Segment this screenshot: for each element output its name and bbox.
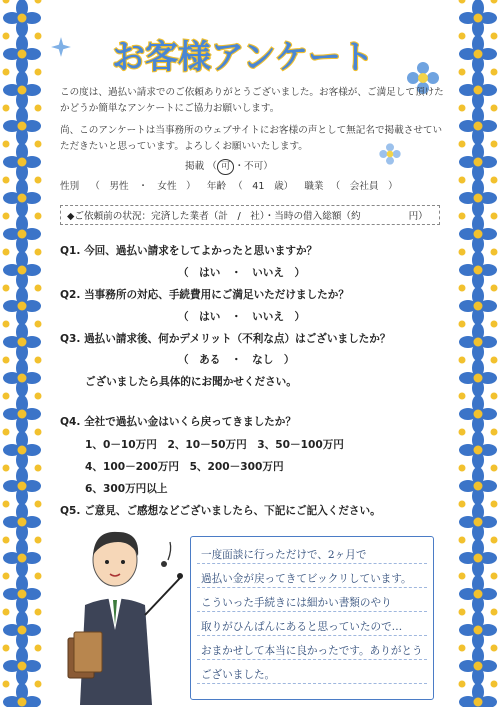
border-dot: [459, 393, 466, 400]
comment-line-rule: [197, 659, 427, 660]
comment-line-rule: [197, 563, 427, 564]
border-dot: [3, 285, 10, 292]
border-dot: [18, 194, 27, 203]
border-dot: [474, 374, 483, 383]
comment-line-2: 過払い金が戻ってきてビックリしています。: [201, 573, 412, 585]
right-decorative-border: [458, 0, 498, 707]
publish-label: 掲載: [185, 161, 205, 172]
border-dot: [35, 645, 42, 652]
border-dot: [3, 393, 10, 400]
border-dot: [3, 69, 10, 76]
comment-line-5: おまかせして本当に良かったです。ありがとう: [201, 645, 423, 657]
border-dot: [459, 573, 466, 580]
left-decorative-border: [2, 0, 42, 707]
publish-open: （: [207, 161, 217, 172]
comment-line-1: 一度面談に行っただけで、2ヶ月で: [201, 549, 367, 561]
border-dot: [474, 662, 483, 671]
border-dot: [474, 518, 483, 527]
publish-sep: ・: [234, 161, 245, 172]
status-box: [60, 205, 440, 225]
profile-row: [60, 178, 398, 195]
border-dot: [474, 86, 483, 95]
border-dot: [474, 266, 483, 275]
border-dot: [459, 0, 466, 4]
border-dot: [18, 158, 27, 167]
q1-answer[interactable]: （ はい ・ いいえ ）: [178, 267, 306, 279]
border-dot: [491, 393, 498, 400]
publish-row: [185, 158, 273, 175]
border-dot: [18, 518, 27, 527]
comment-line-rule: [197, 683, 427, 684]
border-dot: [459, 645, 466, 652]
border-dot: [474, 590, 483, 599]
border-dot: [474, 230, 483, 239]
border-dot: [491, 321, 498, 328]
border-dot: [3, 249, 10, 256]
border-dot: [18, 14, 27, 23]
job-field[interactable]: （ 会社員 ）: [330, 181, 398, 192]
q2-answer[interactable]: （ はい ・ いいえ ）: [178, 311, 306, 323]
border-dot: [459, 465, 466, 472]
q4-options-row2[interactable]: 4、100－200万円 5、200－300万円: [85, 461, 284, 473]
comment-line-rule: [197, 635, 427, 636]
comment-line-rule: [197, 587, 427, 588]
border-dot: [3, 141, 10, 148]
border-dot: [3, 429, 10, 436]
border-dot: [474, 626, 483, 635]
border-dot: [18, 590, 27, 599]
border-dot: [491, 249, 498, 256]
comment-line-rule: [197, 611, 427, 612]
gender-label: 性別: [60, 181, 80, 192]
border-dot: [459, 321, 466, 328]
border-dot: [18, 698, 27, 707]
border-dot: [491, 105, 498, 112]
border-dot: [35, 33, 42, 40]
border-dot: [18, 662, 27, 671]
comment-box[interactable]: [190, 536, 434, 700]
status-text[interactable]: ◆ご依頼前の状況：完済した業者（計 / 社）・当時の借入総額（約 円）: [67, 211, 428, 222]
gender-field[interactable]: （ 男性 ・ 女性 ）: [90, 181, 196, 192]
border-dot: [491, 69, 498, 76]
border-dot: [3, 645, 10, 652]
q5-question: Q5. ご意見、ご感想などございましたら、下記にご記入ください。: [60, 505, 381, 517]
border-dot: [459, 249, 466, 256]
q4-options-row1[interactable]: 1、0－10万円 2、10－50万円 3、50－100万円: [85, 439, 344, 451]
border-dot: [474, 302, 483, 311]
border-dot: [474, 554, 483, 563]
star-icon: [50, 36, 72, 58]
job-label: 職業: [304, 181, 324, 192]
border-dot: [35, 141, 42, 148]
border-dot: [491, 33, 498, 40]
border-dot: [491, 465, 498, 472]
border-dot: [459, 105, 466, 112]
flower-icon: [378, 142, 402, 166]
border-dot: [35, 537, 42, 544]
border-dot: [35, 321, 42, 328]
border-dot: [35, 357, 42, 364]
border-dot: [491, 681, 498, 688]
border-dot: [491, 177, 498, 184]
comment-line-3: こういった手続きには細かい書類のやり: [201, 597, 392, 609]
border-dot: [18, 410, 27, 419]
age-field[interactable]: （ 41 歳）: [233, 181, 294, 192]
border-dot: [18, 626, 27, 635]
border-dot: [3, 465, 10, 472]
border-dot: [459, 33, 466, 40]
comment-line-4: 取りがひんぱんにあると思っていたので…: [201, 621, 403, 633]
q1-question: Q1. 今回、過払い請求をしてよかったと思いますか？: [60, 245, 318, 257]
border-dot: [491, 501, 498, 508]
age-label: 年齢: [206, 181, 227, 192]
border-dot: [18, 302, 27, 311]
border-dot: [18, 482, 27, 491]
border-dot: [35, 681, 42, 688]
border-dot: [491, 285, 498, 292]
border-dot: [3, 177, 10, 184]
border-dot: [474, 50, 483, 59]
border-dot: [35, 105, 42, 112]
border-dot: [474, 410, 483, 419]
intro-line-2: かどうか簡単なアンケートにご協力お願いします。: [60, 103, 280, 114]
border-dot: [3, 501, 10, 508]
border-dot: [474, 158, 483, 167]
border-dot: [491, 573, 498, 580]
border-dot: [3, 321, 10, 328]
border-dot: [18, 266, 27, 275]
border-dot: [18, 86, 27, 95]
border-dot: [459, 537, 466, 544]
q4-question: Q4. 全社で過払い金はいくら戻ってきましたか？: [60, 416, 296, 428]
border-dot: [18, 122, 27, 131]
border-dot: [3, 357, 10, 364]
border-dot: [474, 122, 483, 131]
border-dot: [491, 645, 498, 652]
border-dot: [491, 609, 498, 616]
intro-line-1: この度は、過払い請求でのご依頼ありがとうございました。お客様が、ご満足して頂けた: [60, 87, 444, 98]
border-dot: [474, 14, 483, 23]
border-dot: [459, 141, 466, 148]
border-dot: [474, 194, 483, 203]
border-dot: [35, 69, 42, 76]
border-dot: [459, 357, 466, 364]
border-dot: [35, 0, 42, 4]
border-dot: [18, 338, 27, 347]
border-dot: [3, 33, 10, 40]
border-dot: [459, 501, 466, 508]
border-dot: [18, 50, 27, 59]
border-dot: [18, 554, 27, 563]
border-dot: [491, 357, 498, 364]
border-dot: [35, 465, 42, 472]
border-dot: [491, 537, 498, 544]
border-dot: [35, 501, 42, 508]
border-dot: [35, 177, 42, 184]
publish-choice-ok[interactable]: 可: [217, 159, 235, 175]
publish-close: ）: [263, 161, 273, 172]
comment-line-6: ございました。: [201, 669, 276, 681]
border-dot: [491, 429, 498, 436]
intro-line-3: 尚、このアンケートは当事務所のウェブサイトにお客様の声として無記名で掲載させてい: [60, 125, 443, 136]
border-dot: [18, 374, 27, 383]
border-dot: [3, 681, 10, 688]
border-dot: [35, 249, 42, 256]
border-dot: [3, 213, 10, 220]
border-dot: [474, 482, 483, 491]
businessman-illustration: [60, 520, 185, 705]
border-dot: [18, 230, 27, 239]
border-dot: [3, 573, 10, 580]
page-title-text: お客様アンケート: [111, 37, 375, 76]
intro-line-4: ただきたいと思っています。よろしくお願いいたします。: [60, 141, 308, 152]
border-dot: [18, 446, 27, 455]
page-title: [78, 30, 408, 82]
border-dot: [35, 609, 42, 616]
publish-choice-ng[interactable]: 不可: [244, 161, 264, 172]
border-dot: [459, 285, 466, 292]
border-dot: [474, 338, 483, 347]
border-dot: [35, 429, 42, 436]
border-dot: [35, 393, 42, 400]
border-dot: [491, 141, 498, 148]
border-dot: [3, 609, 10, 616]
border-dot: [35, 285, 42, 292]
q3-question: Q3. 過払い請求後、何かデメリット（不利な点）はございましたか？: [60, 333, 391, 345]
q3-answer[interactable]: （ ある ・ なし ）: [178, 354, 295, 366]
border-dot: [3, 105, 10, 112]
border-dot: [35, 213, 42, 220]
border-dot: [35, 573, 42, 580]
border-dot: [491, 0, 498, 4]
border-dot: [459, 213, 466, 220]
q2-question: Q2. 当事務所の対応、手続費用にご満足いただけましたか？: [60, 289, 349, 301]
q4-options-row3[interactable]: 6、300万円以上: [85, 483, 168, 495]
border-dot: [474, 698, 483, 707]
border-dot: [459, 429, 466, 436]
border-dot: [474, 446, 483, 455]
border-dot: [459, 69, 466, 76]
border-dot: [459, 681, 466, 688]
border-dot: [459, 609, 466, 616]
border-dot: [3, 0, 10, 4]
border-dot: [3, 537, 10, 544]
q3-followup: ございましたら具体的にお聞かせください。: [85, 376, 297, 388]
border-dot: [491, 213, 498, 220]
border-dot: [459, 177, 466, 184]
